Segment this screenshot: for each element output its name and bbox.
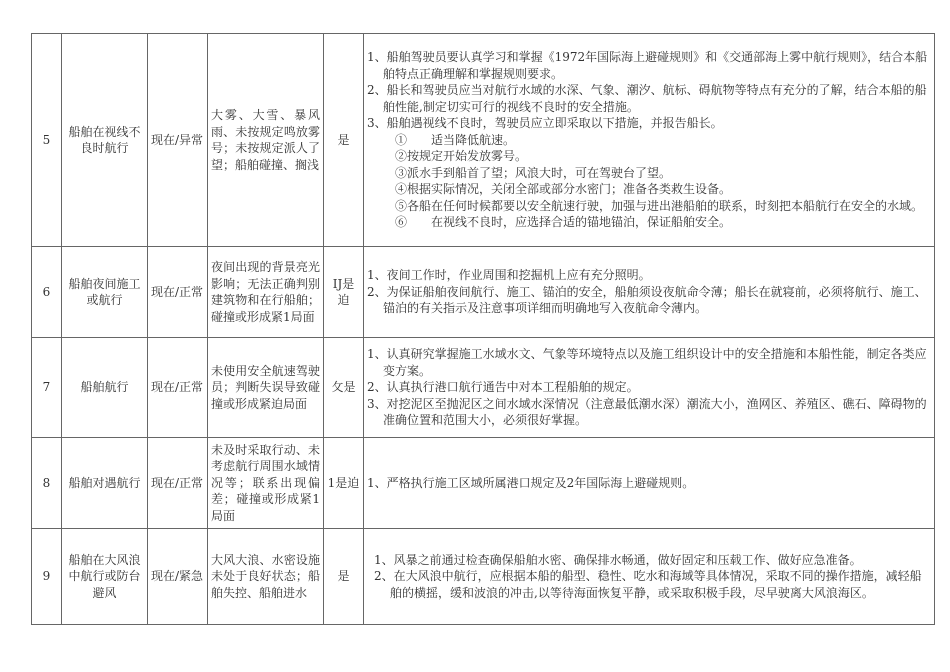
major-risk-flag: 1是迫 — [324, 438, 364, 529]
major-risk-flag: 攵是 — [324, 338, 364, 438]
table-row — [32, 438, 935, 529]
control-measures — [364, 529, 935, 625]
control-measures — [364, 247, 935, 338]
sub-measure-line: ②按规定开始发放雾号。 — [395, 149, 528, 164]
hazard-factor: 未使用安全航速驾驶员；判断失误导致碰撞或形成紧迫局面 — [208, 338, 324, 438]
table-row — [32, 34, 935, 247]
row-number: 8 — [32, 438, 62, 529]
time-state: 现在/正常 — [148, 438, 208, 529]
row-number: 7 — [32, 338, 62, 438]
sub-measure-line: ③派水手到船首了望；风浪大时，可在驾驶台了望。 — [395, 165, 672, 180]
operation-item: 船舶对遇航行 — [62, 438, 148, 529]
sub-measure-line: ⑤各船在任何时候都要以安全航速行驶，加强与进出港船舶的联系，时刻把本船航行在安全的水域。 — [395, 198, 924, 213]
hazard-factor: 夜间出现的背景亮光影响；无法正确判别建筑物和在行船舶；碰撞或形成紧1局面 — [208, 247, 324, 338]
control-measures — [364, 34, 935, 247]
table-row — [32, 247, 935, 338]
row-number: 5 — [32, 34, 62, 247]
sub-measure-line: ⑥ 在视线不良时，应选择合适的锚地锚泊，保证船舶安全。 — [395, 215, 732, 230]
major-risk-flag: 是 — [324, 529, 364, 625]
row-number: 6 — [32, 247, 62, 338]
hazard-factor: 大风大浪、水密设施未处于良好状态；船舶失控、船舶进水 — [208, 529, 324, 625]
measure-line: 1、风暴之前通过检查确保船舶水密、确保排水畅通，做好固定和压载工作、做好应急准备。 — [374, 552, 862, 567]
measure-line: 2、认真执行港口航行通告中对本工程船舶的规定。 — [367, 380, 639, 395]
time-state: 现在/异常 — [148, 34, 208, 247]
sub-measure-line: ① 适当降低航速。 — [395, 132, 516, 147]
table-row — [32, 529, 935, 625]
hazard-table — [31, 33, 935, 625]
control-measures — [364, 338, 935, 438]
sub-measure-line: ④根据实际情况，关闭全部或部分水密门；准备各类救生设备。 — [395, 182, 732, 197]
operation-item: 船舶夜间施工或航行 — [62, 247, 148, 338]
operation-item: 船舶航行 — [62, 338, 148, 438]
major-risk-flag: IJ是迫 — [324, 247, 364, 338]
control-measures — [364, 438, 935, 529]
measure-line: 1、夜间工作时，作业周围和挖掘机上应有充分照明。 — [367, 268, 651, 283]
measure-line: 3、对挖泥区至抛泥区之间水域水深情况（注意最低潮水深）潮流大小，渔网区、养殖区、礁石、障碍物的准确位置和范围大小，必须很好掌握。 — [367, 396, 927, 428]
time-state: 现在/正常 — [148, 338, 208, 438]
table-row — [32, 338, 935, 438]
measure-line: 2、在大风浪中航行，应根据本船的船型、稳性、吃水和海域等具体情况，采取不同的操作措施，减轻船舶的横摇，缓和波浪的冲击,以等待海面恢复平静，或采取积极手段，尽早驶离大风浪海区。 — [374, 569, 922, 600]
hazard-factor: 未及时采取行动、未考虑航行周围水域情况等；联系出现偏差；碰撞或形成紧1局面 — [208, 438, 324, 529]
measure-line: 1、严格执行施工区域所属港口规定及2年国际海上避碰规则。 — [367, 475, 695, 490]
row-number: 9 — [32, 529, 62, 625]
time-state: 现在/正常 — [148, 247, 208, 338]
measure-line: 1、认真研究掌握施工水域水文、气象等环境特点以及施工组织设计中的安全措施和本船性能，制定各类应变方案。 — [367, 347, 927, 378]
hazard-factor: 大雾、大雪、暴风雨、未按规定鸣放雾号；未按规定派人了望；船舶碰撞、搁浅 — [208, 34, 324, 247]
operation-item: 船舶在视线不良时航行 — [62, 34, 148, 247]
major-risk-flag: 是 — [324, 34, 364, 247]
measure-line: 2、船长和驾驶员应当对航行水域的水深、气象、潮汐、航标、碍航物等特点有充分的了解，结合本船的船舶性能,制定切实可行的视线不良时的安全措施。 — [367, 83, 927, 114]
operation-item: 船舶在大风浪中航行或防台避风 — [62, 529, 148, 625]
time-state: 现在/紧急 — [148, 529, 208, 625]
measure-line: 1、船舶驾驶员要认真学习和掌握《1972年国际海上避碰规则》和《交通部海上雾中航行规则》，结合本船舶特点正确理解和掌握规则要求。 — [367, 50, 928, 81]
measure-line: 3、船舶遇视线不良时，驾驶员应立即采取以下措施，并报告船长。 — [367, 116, 723, 131]
measure-line: 2、为保证船舶夜间航行、施工、锚泊的安全，船舶须设夜航命令薄；船长在就寝前，必须将航行、施工、锚泊的有关指示及注意事项详细而明确地写入夜航命令薄内。 — [367, 284, 927, 316]
